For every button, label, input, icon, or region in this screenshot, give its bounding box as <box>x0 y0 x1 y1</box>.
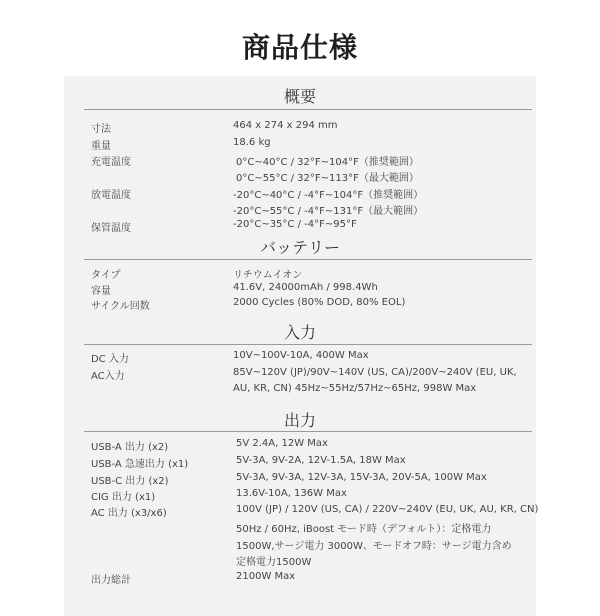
spec-value: 0°C~55°C / 32°F~113°F（最大範囲） <box>236 173 419 184</box>
spec-value: 10V~100V-10A, 400W Max <box>233 350 369 361</box>
spec-value: 41.6V, 24000mAh / 998.4Wh <box>233 282 378 293</box>
section-divider <box>84 259 532 260</box>
spec-value: -20°C~55°C / -4°F~131°F（最大範囲） <box>233 206 424 217</box>
section-title-battery: バッテリー <box>259 238 340 257</box>
spec-label: 放電温度 <box>91 190 131 201</box>
spec-label: 保管温度 <box>91 223 131 234</box>
spec-value: AU, KR, CN) 45Hz~55Hz/57Hz~65Hz, 998W Max <box>233 383 477 394</box>
spec-value: 5V 2.4A, 12W Max <box>236 438 328 449</box>
spec-value: 5V-3A, 9V-2A, 12V-1.5A, 18W Max <box>236 455 406 466</box>
spec-value: 1500W,サージ電力 3000W、モードオフ時：サージ電力含め <box>236 541 512 552</box>
spec-value: 100V (JP) / 120V (US, CA) / 220V~240V (EU, UK, AU, KR, CN) <box>236 504 539 515</box>
page-title: 商品仕様 <box>241 31 358 64</box>
spec-value: -20°C~35°C / -4°F~95°F <box>233 219 357 230</box>
section-title-overview: 概要 <box>283 87 316 106</box>
spec-label: サイクル回数 <box>91 301 150 312</box>
spec-label: DC 入力 <box>91 354 129 365</box>
spec-value: 50Hz / 60Hz, iBoost モード時（デフォルト）：定格電力 <box>236 524 492 535</box>
spec-label: 充電温度 <box>91 157 131 168</box>
section-title-input: 入力 <box>283 323 316 342</box>
spec-label: CIG 出力 (x1) <box>91 492 156 503</box>
spec-label: USB-A 出力 (x2) <box>91 442 169 453</box>
spec-value: 2100W Max <box>236 571 296 582</box>
spec-label: 容量 <box>91 286 111 297</box>
spec-label: タイプ <box>91 270 121 281</box>
section-divider <box>84 109 532 110</box>
spec-value: 2000 Cycles (80% DOD, 80% EOL) <box>233 297 406 308</box>
spec-label: USB-C 出力 (x2) <box>91 476 169 487</box>
spec-value: リチウムイオン <box>233 270 303 281</box>
spec-label: AC 出力 (x3/x6) <box>91 508 167 519</box>
spec-value: 5V-3A, 9V-3A, 12V-3A, 15V-3A, 20V-5A, 100W Max <box>236 472 487 483</box>
spec-value: 0°C~40°C / 32°F~104°F（推奨範囲） <box>236 157 419 168</box>
spec-label: 重量 <box>91 141 111 152</box>
spec-label: 出力総計 <box>91 575 131 586</box>
spec-label: AC入力 <box>91 371 125 382</box>
spec-label: USB-A 急速出力 (x1) <box>91 459 189 470</box>
spec-value: 464 x 274 x 294 mm <box>233 120 338 131</box>
spec-value: 定格電力1500W <box>236 557 312 568</box>
spec-value: -20°C~40°C / -4°F~104°F（推奨範囲） <box>233 190 424 201</box>
spec-value: 85V~120V (JP)/90V~140V (US, CA)/200V~240V (EU, UK, <box>233 367 517 378</box>
section-divider <box>84 431 532 432</box>
spec-value: 18.6 kg <box>233 137 271 148</box>
spec-value: 13.6V-10A, 136W Max <box>236 488 347 499</box>
section-title-output: 出力 <box>283 411 316 430</box>
section-divider <box>84 344 532 345</box>
spec-label: 寸法 <box>91 124 111 135</box>
